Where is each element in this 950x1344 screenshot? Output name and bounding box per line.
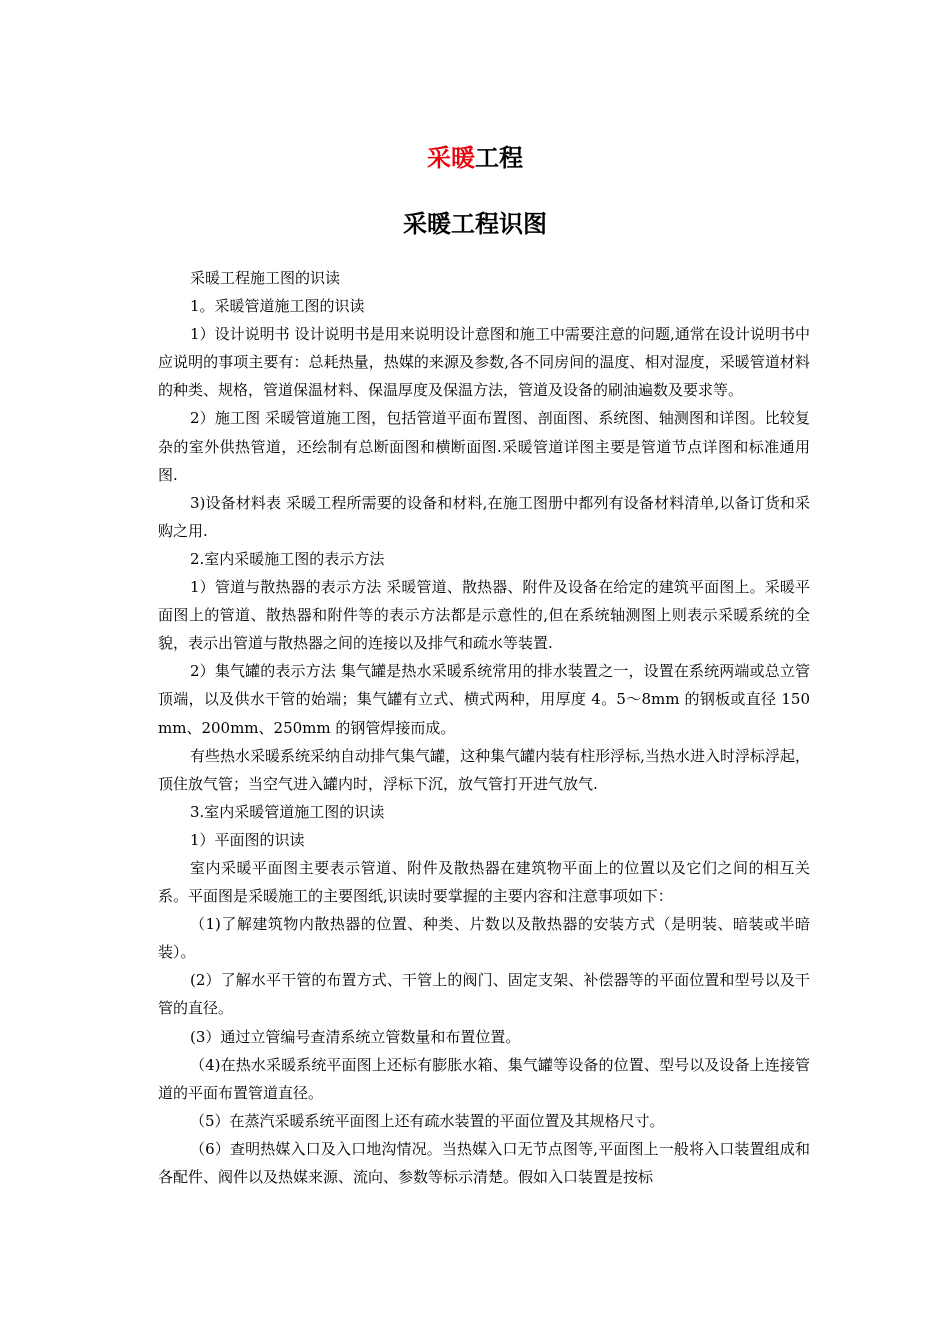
paragraph: （5）在蒸汽采暖系统平面图上还有疏水装置的平面位置及其规格尺寸。 <box>190 1111 665 1130</box>
paragraph: 有些热水采暖系统采纳自动排气集气罐，这种集气罐内装有柱形浮标,当热水进入时浮标浮起，顶住放气管；当空气进入罐内时，浮标下沉，放气管打开进气放气. <box>158 746 810 793</box>
paragraph: 1）管道与散热器的表示方法 采暖管道、散热器、附件及设备在给定的建筑平面图上。采暖平面图上的管道、散热器和附件等的表示方法都是示意性的,但在系统轴测图上则表示采暖系统的全貌，表示出管道与散热器之间的连接以及排气和疏水等装置. <box>158 578 810 653</box>
paragraph: （6）查明热媒入口及入口地沟情况。当热媒入口无节点图等,平面图上一般将入口装置组成和各配件、阀件以及热媒来源、流向、参数等标示清楚。假如入口装置是按标 <box>158 1139 810 1186</box>
paragraph: 2.室内采暖施工图的表示方法 <box>190 549 385 568</box>
document-title <box>0 140 950 176</box>
paragraph: 3.室内采暖管道施工图的识读 <box>190 802 385 821</box>
paragraph: 1）平面图的识读 <box>190 830 305 849</box>
paragraph: 1）设计说明书 设计说明书是用来说明设计意图和施工中需要注意的问题,通常在设计说明书中应说明的事项主要有：总耗热量，热媒的来源及参数,各不同房间的温度、相对湿度，采暖管道材料的种类、规格，管道保温材料、保温厚度及保温方法，管道及设备的刷油遍数及要求等。 <box>158 325 810 400</box>
paragraph: 2）集气罐的表示方法 集气罐是热水采暖系统常用的排水装置之一，设置在系统两端或总立管顶端，以及供水干管的始端；集气罐有立式、横式两种，用厚度 4。5～8mm 的钢板或直径 150mm、200mm、250mm 的钢管焊接而成。 <box>158 662 810 737</box>
paragraph: （1)了解建筑物内散热器的位置、种类、片数以及散热器的安装方式（是明装、暗装或半暗装）。 <box>158 915 810 962</box>
paragraph: （4)在热水采暖系统平面图上还标有膨胀水箱、集气罐等设备的位置、型号以及设备上连接管道的平面布置管道直径。 <box>158 1055 810 1102</box>
paragraph: 1。采暖管道施工图的识读 <box>190 297 365 316</box>
paragraph: 采暖工程施工图的识读 <box>190 269 341 287</box>
paragraph: (2）了解水平干管的布置方式、干管上的阀门、固定支架、补偿器等的平面位置和型号以及干管的直径。 <box>158 971 810 1018</box>
paragraph: 2）施工图 采暖管道施工图，包括管道平面布置图、剖面图、系统图、轴测图和详图。比较复杂的室外供热管道，还绘制有总断面图和横断面图.采暖管道详图主要是管道节点详图和标准通用图. <box>158 409 810 484</box>
document-body <box>158 264 810 1191</box>
title-rest: 工程 <box>475 144 523 172</box>
paragraph: 室内采暖平面图主要表示管道、附件及散热器在建筑物平面上的位置以及它们之间的相互关系。平面图是采暖施工的主要图纸,识读时要掌握的主要内容和注意事项如下： <box>158 858 810 906</box>
title-highlight: 采暖 <box>427 144 475 172</box>
paragraph: 3)设备材料表 采暖工程所需要的设备和材料,在施工图册中都列有设备材料清单,以备订货和采购之用. <box>158 493 810 540</box>
paragraph: (3）通过立管编号查清系统立管数量和布置位置。 <box>190 1027 521 1046</box>
document-subtitle: 采暖工程识图 <box>403 210 547 238</box>
